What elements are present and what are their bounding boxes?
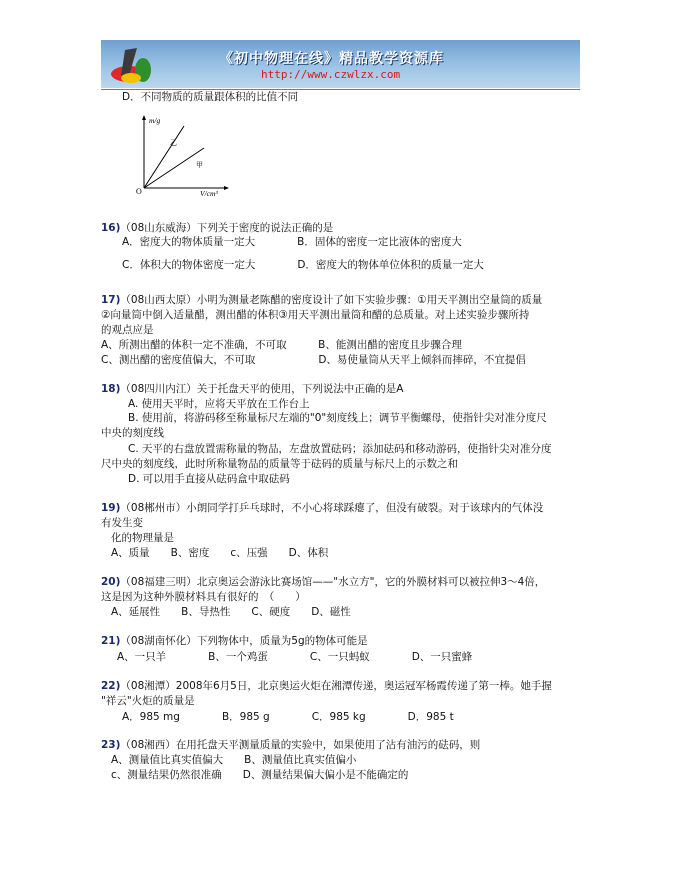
graph-line-b-label: 甲 bbox=[196, 161, 203, 169]
question-number: 22) bbox=[101, 680, 121, 692]
question-line-q18 bbox=[101, 382, 403, 396]
line-text: （08四川内江）关于托盘天平的使用，下列说法中正确的是A bbox=[120, 383, 404, 395]
line-text: ②向量筒中倒入适量醋，测出醋的体积③用天平测出量筒和醋的总质量。对上述实验步骤所持 bbox=[101, 309, 530, 321]
question-number: 21) bbox=[101, 635, 121, 647]
question-line-q22 bbox=[101, 679, 552, 693]
graph-y-label: m/g bbox=[149, 116, 161, 125]
line-text: C．体积大的物体密度一定大 D．密度大的物体单位体积的质量一定大 bbox=[122, 259, 484, 271]
line-text: A、延展性 B、导热性 C、硬度 D、磁性 bbox=[111, 606, 351, 618]
question-line-q17b bbox=[101, 308, 529, 322]
line-text: 有发生变 bbox=[101, 517, 143, 529]
line-text: 中央的刻度线 bbox=[101, 427, 164, 439]
line-text: （08湘西）在用托盘天平测量质量的实验中，如果使用了沾有油污的砝码，则 bbox=[120, 739, 481, 751]
question-line-q16 bbox=[101, 221, 333, 235]
question-line-q18b bbox=[128, 411, 547, 425]
question-line-q20b bbox=[101, 590, 306, 604]
question-line-q17cd bbox=[101, 353, 526, 367]
question-number: 20) bbox=[101, 576, 121, 588]
header-url[interactable]: http://www.czwlzx.com bbox=[261, 68, 401, 81]
question-line-q23 bbox=[101, 738, 480, 752]
header-title: 《初中物理在线》精品教学资源库 bbox=[219, 51, 444, 67]
graph-x-label: V/cm³ bbox=[200, 189, 218, 198]
graph-line-a-label: 乙 bbox=[170, 139, 177, 147]
line-text: 尺中央的刻度线，此时所称量物品的质量等于砝码的质量与标尺上的示数之和 bbox=[101, 458, 458, 470]
question-line-q21opt bbox=[117, 650, 472, 664]
question-number: 19) bbox=[101, 502, 121, 514]
question-line-q17ab bbox=[101, 338, 462, 352]
site-logo bbox=[107, 44, 157, 86]
question-number: 17) bbox=[101, 294, 121, 306]
line-text: C. 天平的右盘放置需称量的物品，左盘放置砝码；添加砝码和移动游码，使指针尖对准分度 bbox=[128, 443, 552, 455]
question-line-q17 bbox=[101, 293, 542, 307]
question-line-q15d bbox=[122, 90, 298, 104]
line-text: A、一只羊 B、一个鸡蛋 C、一只蚂蚁 D、一只蜜蜂 bbox=[117, 651, 473, 663]
question-line-q22b bbox=[101, 694, 195, 708]
question-line-q20opt bbox=[111, 605, 351, 619]
line-text: （08湖南怀化）下列物体中，质量为5g的物体可能是 bbox=[120, 635, 368, 647]
line-text: （08郴州市）小朗同学打乒乓球时，不小心将球踩瘪了，但没有破裂。对于该球内的气体没 bbox=[120, 502, 544, 514]
graph-origin: O bbox=[136, 187, 142, 196]
question-line-q21 bbox=[101, 634, 368, 648]
line-text: （08山西太原）小明为测量老陈醋的密度设计了如下实验步骤：①用天平测出空量筒的质量 bbox=[120, 294, 543, 306]
question-line-q17c bbox=[101, 323, 154, 337]
line-text: 的观点应是 bbox=[101, 324, 154, 336]
line-text: C、测出醋的密度值偏大，不可取 D、易使量筒从天平上倾斜而摔碎，不宜提倡 bbox=[101, 354, 526, 366]
line-text: D. 可以用手直接从砝码盒中取砝码 bbox=[128, 473, 290, 485]
question-number: 16) bbox=[101, 222, 121, 234]
line-text: A. 使用天平时，应将天平放在工作台上 bbox=[128, 398, 310, 410]
line-text: D．不同物质的质量跟体积的比值不同 bbox=[122, 91, 299, 103]
line-text: A．985 mg B．985 g C．985 kg D．985 t bbox=[122, 711, 454, 723]
line-text: 这是因为这种外膜材料具有很好的 （ ） bbox=[101, 591, 306, 603]
question-line-q18d bbox=[128, 472, 290, 486]
question-line-q23cd bbox=[111, 768, 408, 782]
density-graph bbox=[134, 112, 234, 198]
question-line-q16cd bbox=[122, 258, 484, 272]
question-number: 23) bbox=[101, 739, 121, 751]
line-text: （08山东威海）下列关于密度的说法正确的是 bbox=[120, 222, 334, 234]
line-text: B. 使用前，将游码移至称量标尺左端的"0"刻度线上；调节平衡螺母，使指针尖对准分度尺 bbox=[128, 412, 547, 424]
question-line-q18a bbox=[128, 397, 310, 411]
line-text: c、测量结果仍然很准确 D、测量结果偏大偏小是不能确定的 bbox=[111, 769, 409, 781]
question-line-q22opt bbox=[122, 710, 454, 724]
question-line-q18b2 bbox=[101, 426, 164, 440]
question-line-q16ab bbox=[122, 235, 462, 249]
line-text: （08湘潭）2008年6月5日，北京奥运火炬在湘潭传递，奥运冠军杨霞传递了第一棒。她手握 bbox=[120, 680, 552, 692]
line-text: 化的物理量是 bbox=[111, 532, 174, 544]
question-number: 18) bbox=[101, 383, 121, 395]
question-line-q19c bbox=[111, 531, 174, 545]
header-banner bbox=[101, 40, 580, 88]
line-text: （08福建三明）北京奥运会游泳比赛场馆——"水立方"，它的外膜材料可以被拉伸3～4倍， bbox=[120, 576, 546, 588]
question-line-q20 bbox=[101, 575, 545, 589]
line-text: A．密度大的物体质量一定大 B．固体的密度一定比液体的密度大 bbox=[122, 236, 462, 248]
line-text: "祥云"火炬的质量是 bbox=[101, 695, 195, 707]
question-line-q18c2 bbox=[101, 457, 458, 471]
question-line-q19 bbox=[101, 501, 543, 515]
question-line-q23ab bbox=[111, 753, 356, 767]
question-line-q19opt bbox=[111, 546, 328, 560]
line-text: A、测量值比真实值偏大 B、测量值比真实值偏小 bbox=[111, 754, 357, 766]
line-text: A、质量 B、密度 c、压强 D、体积 bbox=[111, 547, 329, 559]
question-line-q19b bbox=[101, 516, 143, 530]
question-line-q18c bbox=[128, 442, 552, 456]
line-text: A、所测出醋的体积一定不准确，不可取 B、能测出醋的密度且步骤合理 bbox=[101, 339, 462, 351]
